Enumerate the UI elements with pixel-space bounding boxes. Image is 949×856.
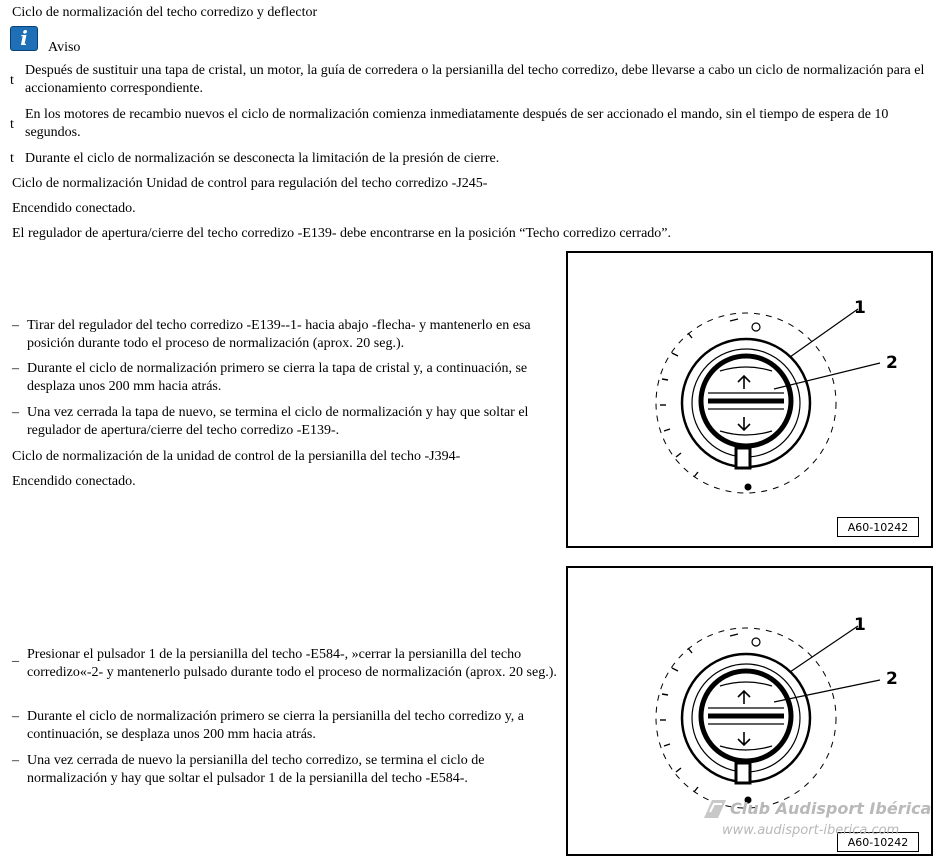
arrow-up-icon <box>738 376 750 389</box>
dash-marker: – <box>12 753 19 768</box>
club-logo-icon <box>700 798 728 820</box>
section2-heading: Ciclo de normalización de la unidad de control de la persianilla del techo -J394- <box>12 449 461 464</box>
callout-line-2 <box>774 363 880 389</box>
dash-marker: – <box>12 709 19 724</box>
knob-handle <box>736 448 750 468</box>
notice-item: Durante el ciclo de normalización se desconecta la limitación de la presión de cierre. <box>25 151 500 166</box>
section1-heading: Ciclo de normalización Unidad de control para regulación del techo corredizo -J245- <box>12 176 488 191</box>
info-icon: i <box>10 26 38 51</box>
watermark <box>700 796 948 842</box>
step-item: Presionar el pulsador 1 de la persianilla del techo -E584-, »cerrar la persianilla del techo corredizo«-2- y mantenerlo pulsado durante todo el proceso de normalización (aprox. 20 seg.). <box>27 647 557 680</box>
arrow-up-icon <box>738 691 750 704</box>
callout-line-2 <box>774 680 880 702</box>
indicator-dot-icon <box>745 484 752 491</box>
watermark-title: Club Audisport Ibérica <box>730 799 932 818</box>
callout-line-1 <box>790 626 858 672</box>
section1-condition: Encendido conectado. <box>12 201 136 216</box>
arrow-down-icon <box>738 417 750 430</box>
dash-marker: – <box>12 361 19 376</box>
bullet-marker: t <box>10 151 14 166</box>
dash-marker: – <box>12 405 19 420</box>
step-item: Durante el ciclo de normalización primero se cierra la persianilla del techo corredizo y, a continuación, se desplaza unos 200 mm hacia atrás. <box>27 709 525 742</box>
step-item: Tirar del regulador del techo corredizo -E139--1- hacia abajo -flecha- y mantenerlo en esa posición durante todo el proceso de normalización (aprox. 20 seg.). <box>27 318 531 351</box>
indicator-circle-icon <box>752 638 760 646</box>
callout-1: 1 <box>854 615 866 635</box>
figure-label: A60-10242 <box>837 517 919 537</box>
figure-label: A60-10242 <box>837 832 919 852</box>
figure-roof-switch <box>566 251 933 548</box>
arrow-down-icon <box>738 732 750 745</box>
dash-marker: – <box>12 318 19 333</box>
watermark-url: www.audisport-iberica.com <box>722 823 900 838</box>
knob-handle <box>736 763 750 783</box>
callout-2: 2 <box>886 669 898 689</box>
indicator-circle-icon <box>752 323 760 331</box>
step-item: Durante el ciclo de normalización primero se cierra la tapa de cristal y, a continuación, se desplaza unos 200 mm hacia atrás. <box>27 361 528 394</box>
bullet-marker: t <box>10 117 14 132</box>
step-item: Una vez cerrada la tapa de nuevo, se termina el ciclo de normalización y hay que soltar el regulador de apertura/cierre del techo corredizo -E139-. <box>27 405 529 438</box>
notice-title: Aviso <box>48 40 81 55</box>
callout-2: 2 <box>886 353 898 373</box>
bullet-marker: t <box>10 73 14 88</box>
dash-marker: _ <box>12 649 19 664</box>
callout-line-1 <box>790 309 858 357</box>
section1-condition: El regulador de apertura/cierre del techo corredizo -E139- debe encontrarse en la posición “Techo corredizo cerrado”. <box>12 226 672 241</box>
section2-condition: Encendido conectado. <box>12 474 136 489</box>
notice-item: En los motores de recambio nuevos el ciclo de normalización comienza inmediatamente después de ser accionado el mando, sin el tiempo de espera de 10 segundos. <box>25 107 889 140</box>
page-title: Ciclo de normalización del techo corredizo y deflector <box>12 5 318 20</box>
roof-switch-drawing <box>568 253 931 546</box>
step-item: Una vez cerrada de nuevo la persianilla del techo corredizo, se termina el ciclo de normalización y hay que soltar el pulsador 1 de la persianilla del techo -E584-. <box>27 753 485 786</box>
notice-item: Después de sustituir una tapa de cristal, un motor, la guía de corredera o la persianilla del techo corredizo, debe llevarse a cabo un ciclo de normalización para el accionamiento correspondiente. <box>25 63 925 96</box>
callout-1: 1 <box>854 298 866 318</box>
